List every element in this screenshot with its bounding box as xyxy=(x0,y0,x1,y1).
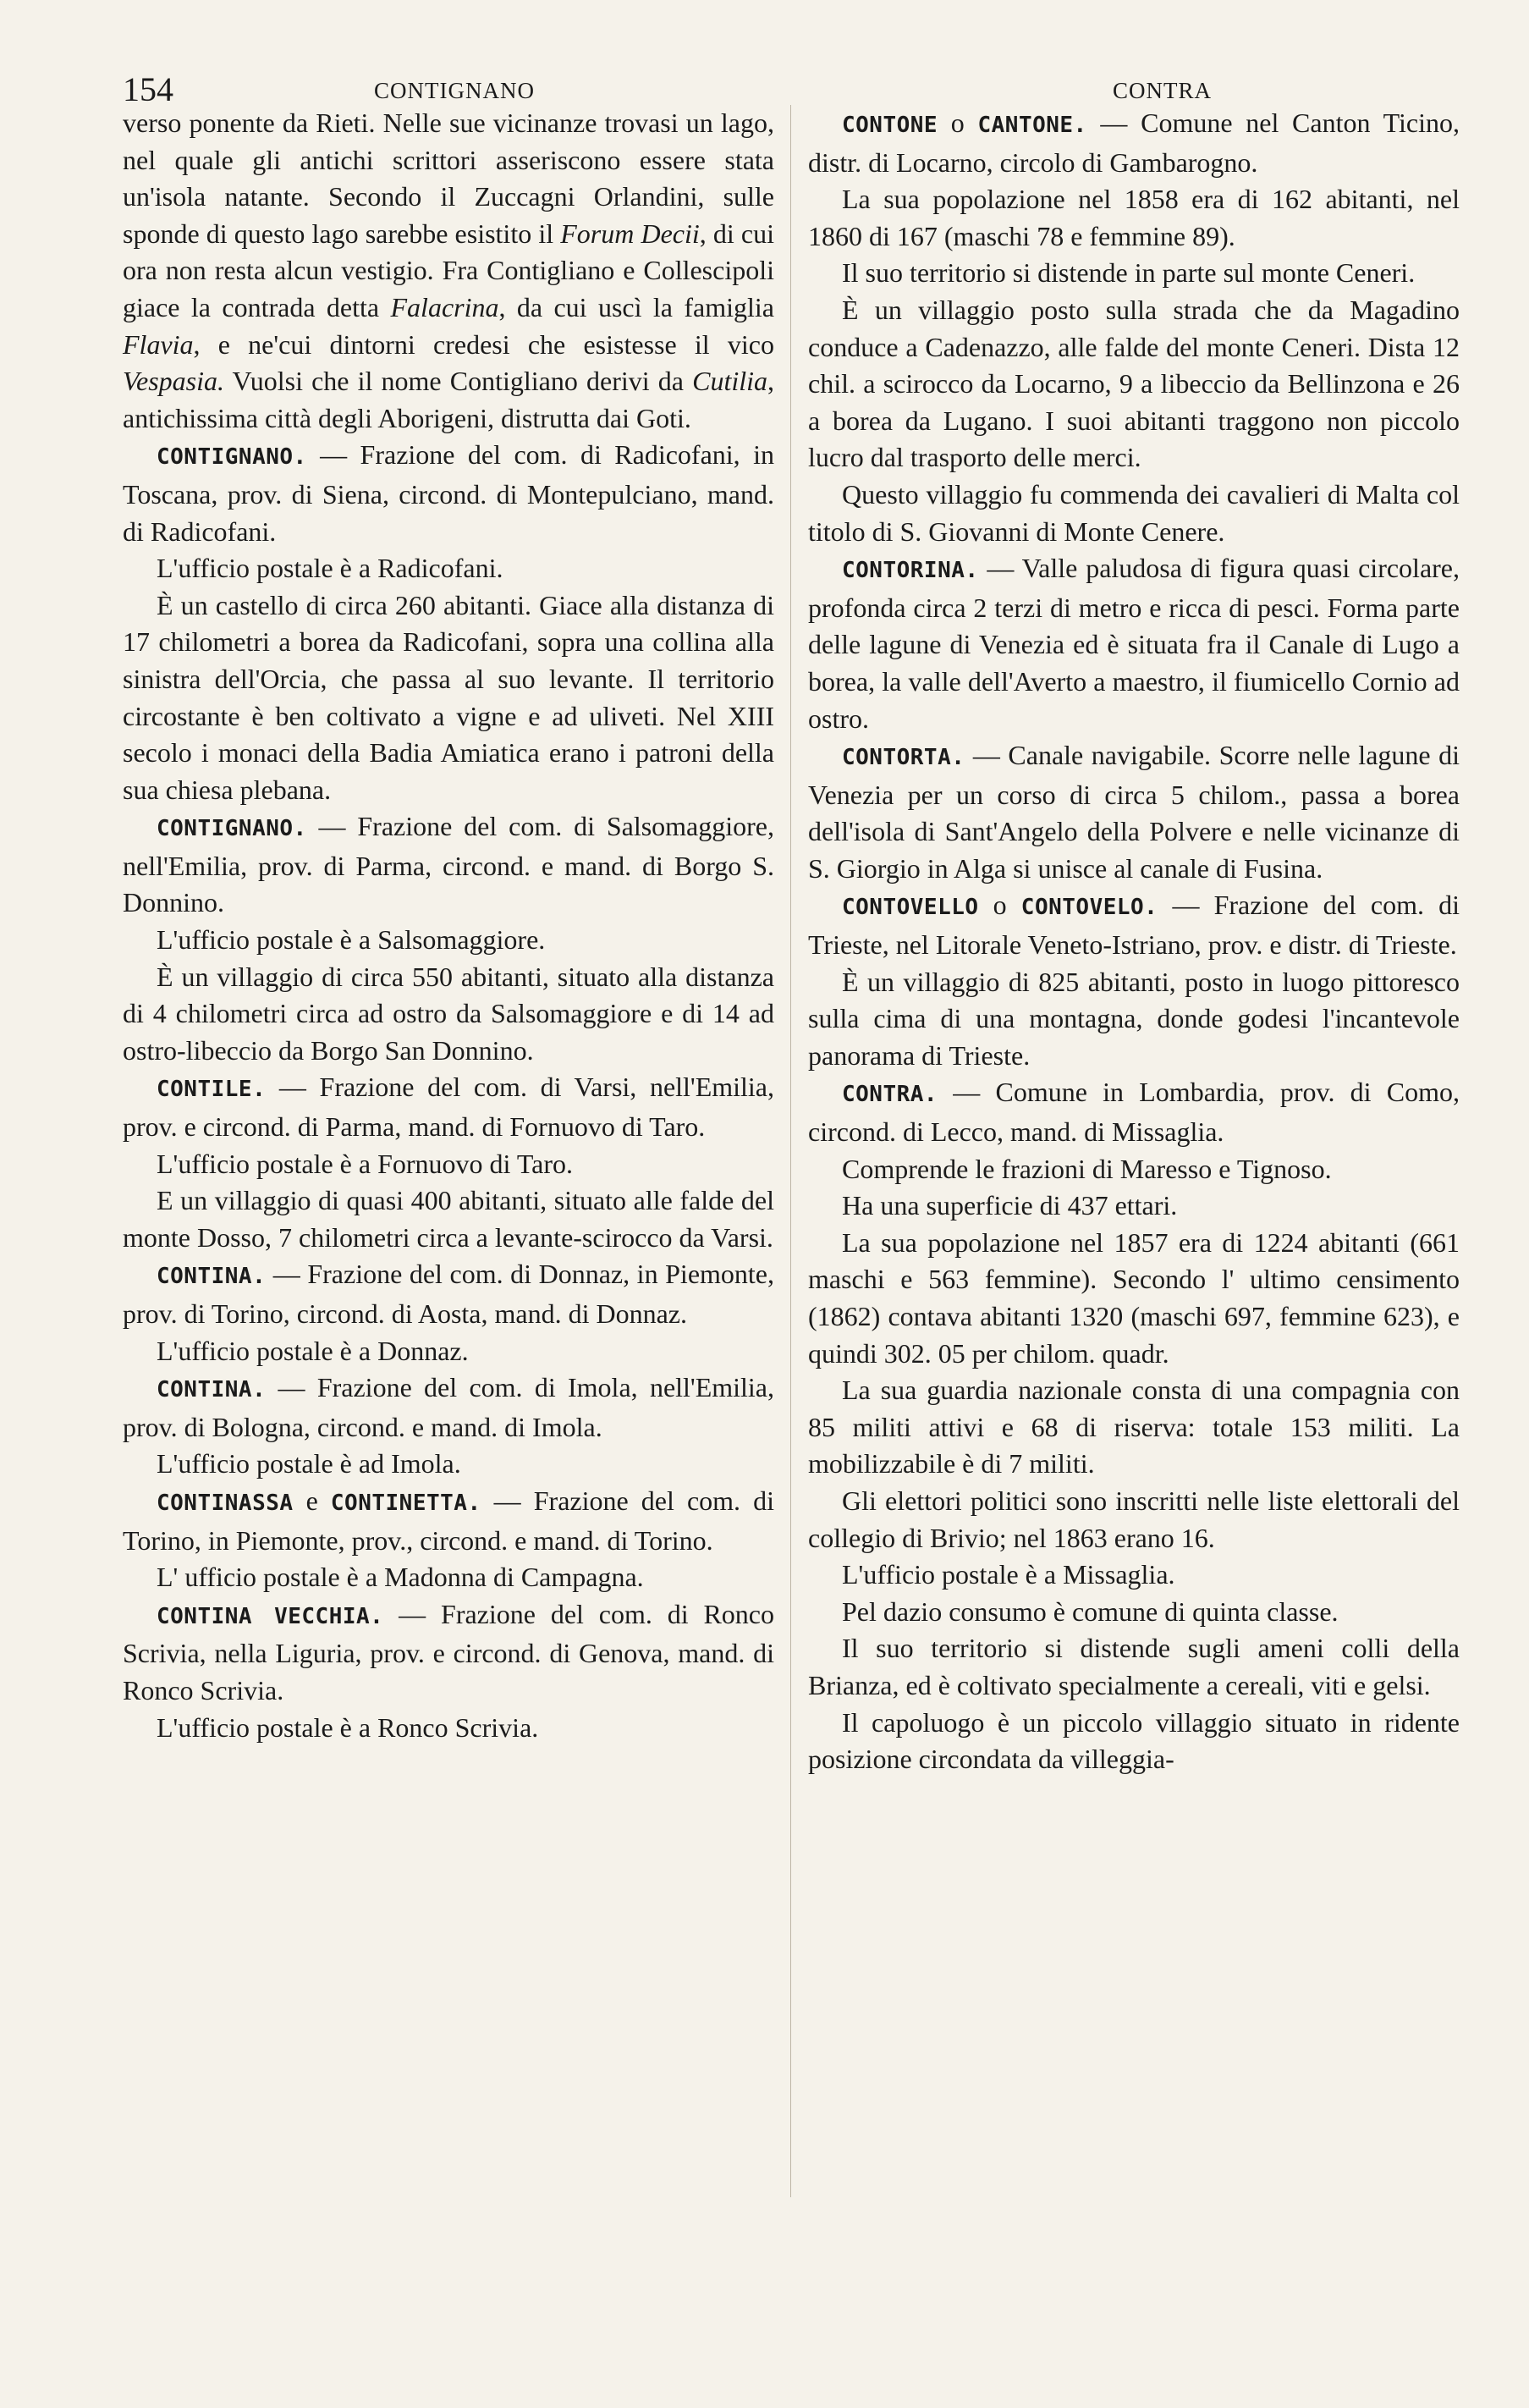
paragraph: È un villaggio posto sulla strada che da Magadino conduce a Cadenazzo, alle falde del monte Ceneri. Dista 12 chil. a scirocco da Locarno, 9 a libeccio da Bellinzona e 26 a borea da Lugano. I suoi abitanti traggono non piccolo lucro dal trasporto delle merci. xyxy=(808,294,1460,473)
entry-headword: CONTINA VECCHIA. xyxy=(157,1603,384,1629)
right-running-head: CONTRA xyxy=(1113,78,1213,103)
column-divider xyxy=(790,105,791,2197)
entry-headword: CONTONE xyxy=(842,113,938,138)
italic-term: Forum Decii xyxy=(560,218,700,249)
paragraph: Pel dazio consumo è comune di quinta classe. xyxy=(842,1595,1339,1627)
paragraph-continuation: verso ponente da Rieti. Nelle sue vicinanze trovasi un lago, nel quale gli antichi scrittori asseriscono essere stata un'isola natante. Secondo il Zuccagni Orlandini, sulle sponde di questo lago sarebbe esistito il Forum Decii, di cui ora non resta alcun vestigio. Fra Contigliano e Collescipoli giace la contrada detta Falacrina, da cui uscì la famiglia Flavia, e ne'cui dintorni credesi che esistesse il vico Vespasia. Vuolsi che il nome Contigliano derivi da Cutilia, antichissima città degli Aborigeni, distrutta dai Goti. xyxy=(123,107,774,433)
paragraph: Ha una superficie di 437 ettari. xyxy=(842,1190,1178,1221)
entry-headword: CONTIGNANO. xyxy=(157,444,307,471)
paragraph: La sua guardia nazionale consta di una compagnia con 85 militi attivi e 68 di riserva: totale 153 militi. La mobilizzabile è di 7 militi. xyxy=(808,1375,1460,1480)
entry-contone: CONTONE o CANTONE. — Comune nel Canton Ticino, distr. di Locarno, circolo di Gambarogno. xyxy=(808,107,1460,178)
italic-term: Vespasia. xyxy=(123,366,224,397)
entry-headword: CANTONE. xyxy=(977,113,1087,138)
entry-contignano-radicofani: CONTIGNANO. — Frazione del com. di Radicofani, in Toscana, prov. di Siena, circond. di Montepulciano, mand. di Radicofani. xyxy=(123,439,774,547)
entry-headword: CONTRA. xyxy=(842,1082,938,1108)
paragraph: Il capoluogo è un piccolo villaggio situato in ridente posizione circondata da villeggia- xyxy=(808,1706,1460,1775)
entry-headword: CONTINETTA. xyxy=(330,1490,481,1516)
paragraph: L'ufficio postale è a Ronco Scrivia. xyxy=(157,1711,539,1743)
entry-headword: CONTIGNANO. xyxy=(157,816,307,842)
entry-headword: CONTINASSA xyxy=(157,1490,294,1516)
entry-contorina: CONTORINA. — Valle paludosa di figura quasi circolare, profonda circa 2 terzi di metro e ricca di pesci. Forma parte delle lagune di Venezia ed è situata fra il Canale di Lugo a borea, la valle dell'Averto a maestro, il fiumicello Cornio ad ostro. xyxy=(808,553,1460,734)
entry-contovello: CONTOVELLO o CONTOVELO. — Frazione del com. di Trieste, nel Litorale Veneto-Istriano, prov. e distr. di Trieste. xyxy=(808,890,1460,961)
entry-headword: CONTINA. xyxy=(157,1264,267,1290)
paragraph: Comprende le frazioni di Maresso e Tignoso. xyxy=(842,1153,1332,1184)
entry-headword: CONTOVELO. xyxy=(1020,895,1158,921)
page-number: 154 xyxy=(123,70,173,108)
entry-contorta: CONTORTA. — Canale navigabile. Scorre nelle lagune di Venezia per un corso di circa 5 chilom., passa a borea dell'isola di Sant'Angelo della Polvere e nelle vicinanze di S. Giorgio in Alga si unisce al canale di Fusina. xyxy=(808,740,1460,884)
paragraph: La sua popolazione nel 1858 era di 162 abitanti, nel 1860 di 167 (maschi 78 e femmine 89). xyxy=(808,184,1460,251)
running-header xyxy=(118,69,1472,107)
entry-contina-imola: CONTINA. — Frazione del com. di Imola, nell'Emilia, prov. di Bologna, circond. e mand. di Imola. xyxy=(123,1372,774,1442)
right-column xyxy=(808,105,1460,1778)
paragraph: È un villaggio di circa 550 abitanti, situato alla distanza di 4 chilometri circa ad ostro da Salsomaggiore e di 14 ad ostro-libeccio da Borgo San Donnino. xyxy=(123,961,774,1066)
paragraph: È un castello di circa 260 abitanti. Giace alla distanza di 17 chilometri a borea da Radicofani, sopra una collina alla sinistra dell'Orcia, che passa al suo levante. Il territorio circostante è ben coltivato a vigne e ad uliveti. Nel XIII secolo i monaci della Badia Amiatica erano i patroni della sua chiesa plebana. xyxy=(123,589,774,805)
paragraph: L'ufficio postale è a Missaglia. xyxy=(842,1559,1175,1590)
paragraph: L'ufficio postale è a Radicofani. xyxy=(157,553,503,584)
entry-continassa: CONTINASSA e CONTINETTA. — Frazione del com. di Torino, in Piemonte, prov., circond. e mand. di Torino. xyxy=(123,1485,775,1556)
entry-headword: CONTILE. xyxy=(157,1077,267,1103)
paragraph: L'ufficio postale è a Fornuovo di Taro. xyxy=(157,1148,574,1179)
italic-term: Falacrina xyxy=(390,291,499,322)
paragraph: E un villaggio di quasi 400 abitanti, situato alle falde del monte Dosso, 7 chilometri circa a levante-scirocco da Varsi. xyxy=(123,1185,774,1253)
paragraph: Il suo territorio si distende in parte sul monte Ceneri. xyxy=(842,257,1416,289)
paragraph: Questo villaggio fu commenda dei cavalieri di Malta col titolo di S. Giovanni di Monte Cenere. xyxy=(808,478,1460,547)
entry-contile: CONTILE. — Frazione del com. di Varsi, nell'Emilia, prov. e circond. di Parma, mand. di Fornuovo di Taro. xyxy=(123,1072,774,1143)
paragraph: L' ufficio postale è a Madonna di Campagna. xyxy=(157,1562,644,1593)
paragraph: L'ufficio postale è ad Imola. xyxy=(157,1448,461,1480)
paragraph: Gli elettori politici sono inscritti nelle liste elettorali del collegio di Brivio; nel 1863 erano 16. xyxy=(808,1485,1460,1553)
italic-term: Cutilia xyxy=(692,366,767,397)
entry-contina-donnaz: CONTINA. — Frazione del com. di Donnaz, in Piemonte, prov. di Torino, circond. di Aosta, mand. di Donnaz. xyxy=(123,1259,774,1329)
paragraph: La sua popolazione nel 1857 era di 1224 abitanti (661 maschi e 563 femmine). Secondo l' ultimo censimento (1862) contava abitanti 1320 (maschi 697, femmine 623), e quindi 302. 05 per chilom. quadr. xyxy=(808,1226,1460,1369)
entry-headword: CONTINA. xyxy=(157,1377,267,1403)
entry-headword: CONTOVELLO xyxy=(842,895,979,921)
left-running-head: CONTIGNANO xyxy=(374,78,535,103)
paragraph: L'ufficio postale è a Donnaz. xyxy=(157,1335,469,1366)
entry-contra: CONTRA. — Comune in Lombardia, prov. di Como, circond. di Lecco, mand. di Missaglia. xyxy=(808,1077,1460,1148)
entry-contina-vecchia: CONTINA VECCHIA. — Frazione del com. di Ronco Scrivia, nella Liguria, prov. e circond. di Genova, mand. di Ronco Scrivia. xyxy=(123,1598,775,1705)
left-column xyxy=(123,105,774,1746)
paragraph: L'ufficio postale è a Salsomaggiore. xyxy=(157,924,546,956)
paragraph: È un villaggio di 825 abitanti, posto in luogo pittoresco sulla cima di una montagna, donde godesi l'incantevole panorama di Trieste. xyxy=(808,966,1460,1071)
paragraph: Il suo territorio si distende sugli ameni colli della Brianza, ed è coltivato specialmente a cereali, viti e gelsi. xyxy=(808,1633,1460,1700)
entry-headword: CONTORINA. xyxy=(842,558,979,584)
italic-term: Flavia xyxy=(123,328,194,360)
entry-headword: CONTORTA. xyxy=(842,745,965,771)
entry-contignano-salsomaggiore: CONTIGNANO. — Frazione del com. di Salsomaggiore, nell'Emilia, prov. di Parma, circond. e mand. di Borgo S. Donnino. xyxy=(123,811,774,918)
